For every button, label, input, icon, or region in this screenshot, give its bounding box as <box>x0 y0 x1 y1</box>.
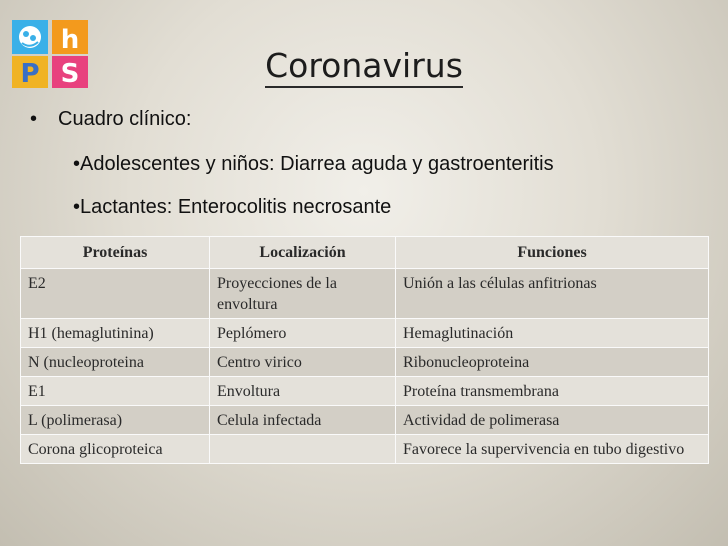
cell-location: Peplómero <box>210 319 396 348</box>
bullet-sub-1: •Adolescentes y niños: Diarrea aguda y gastroenteritis <box>73 153 554 175</box>
cell-location: Envoltura <box>210 377 396 406</box>
table-row <box>21 348 709 377</box>
cell-location: Celula infectada <box>210 406 396 435</box>
bullet-sub-2: •Lactantes: Enterocolitis necrosante <box>73 196 392 218</box>
table-row <box>21 377 709 406</box>
cell-protein: N (nucleoproteina <box>21 348 210 377</box>
cell-function: Actividad de polimerasa <box>396 406 709 435</box>
cell-function: Favorece la supervivencia en tubo digestivo <box>396 435 709 464</box>
cell-protein: E1 <box>21 377 210 406</box>
header-proteinas: Proteínas <box>21 237 210 269</box>
bullet-main: • Cuadro clínico: <box>30 108 192 130</box>
logo-letter-h: h <box>60 25 80 55</box>
cell-location: Proyecciones de la envoltura <box>210 269 396 319</box>
table-header-row <box>21 237 709 269</box>
slide-title: Coronavirus <box>0 46 728 85</box>
table-row <box>21 435 709 464</box>
table-row <box>21 406 709 435</box>
cell-protein: H1 (hemaglutinina) <box>21 319 210 348</box>
cell-function: Unión a las células anfitrionas <box>396 269 709 319</box>
header-funciones: Funciones <box>396 237 709 269</box>
proteins-table <box>20 236 709 464</box>
cell-function: Ribonucleoproteina <box>396 348 709 377</box>
header-localizacion: Localización <box>210 237 396 269</box>
cell-protein: L (polimerasa) <box>21 406 210 435</box>
cell-function: Hemaglutinación <box>396 319 709 348</box>
cell-protein: E2 <box>21 269 210 319</box>
table-row <box>21 269 709 319</box>
bullet-dot: • <box>30 108 38 130</box>
cell-function: Proteína transmembrana <box>396 377 709 406</box>
cell-location: Centro virico <box>210 348 396 377</box>
logo-letter-p: P <box>20 59 40 89</box>
logo-letter-s: S <box>60 59 80 89</box>
table-row <box>21 319 709 348</box>
cell-location <box>210 435 396 464</box>
cell-protein: Corona glicoproteica <box>21 435 210 464</box>
